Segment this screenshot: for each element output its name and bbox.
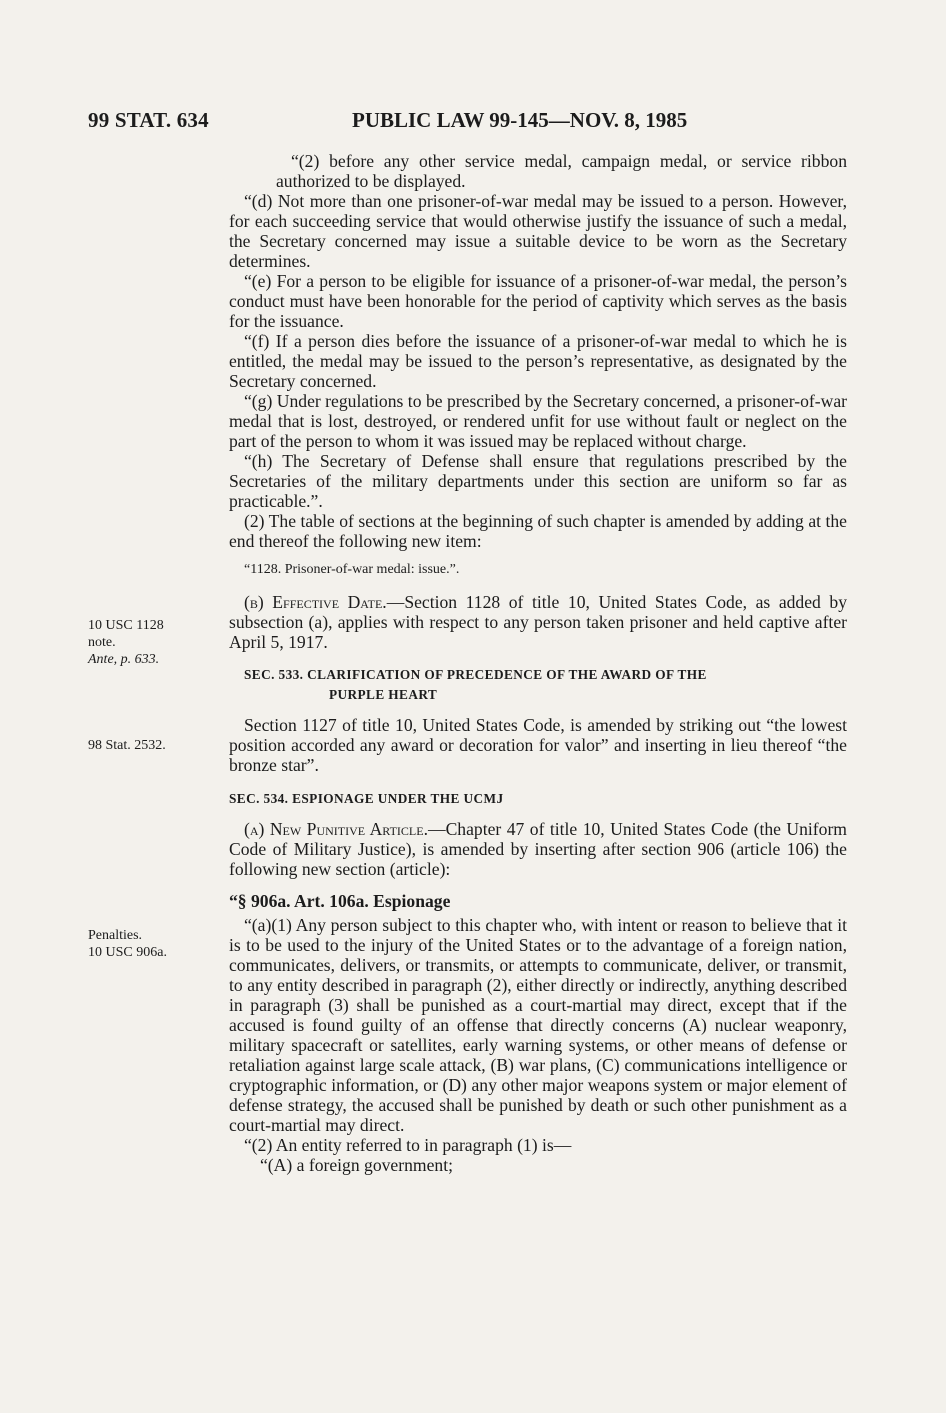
margin-note-usc-1128 [88,617,164,668]
section-533-heading-line1: SEC. 533. CLARIFICATION OF PRECEDENCE OF THE AWARD OF THE [244,667,707,682]
margin-note-98-stat: 98 Stat. 2532. [88,738,166,753]
margin-note-line: Penalties. [88,928,143,943]
section-534-heading-text: SEC. 534. ESPIONAGE UNDER THE UCMJ [229,791,504,806]
table-item: “1128. Prisoner-of-war medal: issue.”. [244,562,460,577]
paragraph-e: “(e) For a person to be eligible for issuance of a prisoner-of-war medal, the person’s conduct must have been honorable for the period of captivity which serves as the basis for the issuance. [229,271,847,331]
main-text-column [229,151,847,1175]
article-106a-heading: “§ 906a. Art. 106a. Espionage [229,891,451,911]
paragraph-new-punitive-article [229,819,847,879]
margin-note-line: Ante, p. 633. [88,652,160,667]
margin-note-penalties [88,927,167,961]
effective-date-text: —Section 1128 of title 10, United States Code, as added by subsection (a), applies with respect to any person taken prisoner and held captive after April 5, 1917. [229,592,847,652]
paragraph-d: “(d) Not more than one prisoner-of-war medal may be issued to a person. However, for each succeeding service that would otherwise justify the issuance of such a medal, the Secretary concerned may issue a suitable device to be worn as the Secretary determines. [229,191,847,271]
effective-date-label: (b) Effective Date. [244,592,387,612]
paragraph-g: “(g) Under regulations to be prescribed by the Secretary concerned, a prisoner-of-war medal that is lost, destroyed, or rendered unfit for use without fault or neglect on the part of the person to whom it was issued may be replaced without charge. [229,391,847,451]
stat-page-number: 99 STAT. 634 [88,108,209,132]
paragraph-f: “(f) If a person dies before the issuance of a prisoner-of-war medal to which he is entitled, the medal may be issued to the person’s representative, as designated by the Secretary concerned. [229,331,847,391]
margin-note-line: 10 USC 1128 [88,618,164,633]
section-534-heading [229,789,847,809]
paragraph-c2: “(2) before any other service medal, campaign medal, or service ribbon authorized to be displayed. [276,151,847,191]
running-header-title: PUBLIC LAW 99-145—NOV. 8, 1985 [352,108,688,132]
paragraph-effective-date [229,592,847,652]
paragraph-a1: “(a)(1) Any person subject to this chapter who, with intent or reason to believe that it is to be used to the injury of the United States or to the advantage of a foreign nation, communicates, delivers, or transmits, or attempts to communicate, deliver, or transmit, to any entity described in paragraph (2), either directly or indirectly, anything described in paragraph (3) shall be punished as a court-martial may direct, except that if the accused is found guilty of an offense that directly concerns (A) nuclear weaponry, military spacecraft or satellites, early warning systems, or other means of defense or retaliation against large scale attack, (B) war plans, (C) communications intelligence or cryptographic information, or (D) any other major weapons system or major element of defense strategy, the accused shall be punished by death or such other punishment as a court-martial may direct. [229,915,847,1135]
paragraph-a2-A: “(A) a foreign government; [260,1155,453,1175]
paragraph-section-1127: Section 1127 of title 10, United States Code, is amended by striking out “the lowest position accorded any award or decoration for valor” and inserting in lieu thereof “the bronze star”. [229,715,847,775]
paragraph-h: “(h) The Secretary of Defense shall ensure that regulations prescribed by the Secretaries of the military departments under this section are uniform so far as practicable.”. [229,451,847,511]
margin-note-line: note. [88,635,116,650]
new-punitive-article-text: —Chapter 47 of title 10, United States Code (the Uniform Code of Military Justice), is amended by inserting after section 906 (article 106) the following new section (article): [229,819,847,879]
section-533-heading-line2: PURPLE HEART [329,687,438,702]
new-punitive-article-label: (a) New Punitive Article. [244,819,428,839]
section-533-heading [229,665,847,705]
paragraph-a2: “(2) An entity referred to in paragraph (1) is— [244,1135,572,1155]
margin-note-line: 10 USC 906a. [88,945,167,960]
paragraph-table-amendment: (2) The table of sections at the beginning of such chapter is amended by adding at the end thereof the following new item: [229,511,847,551]
